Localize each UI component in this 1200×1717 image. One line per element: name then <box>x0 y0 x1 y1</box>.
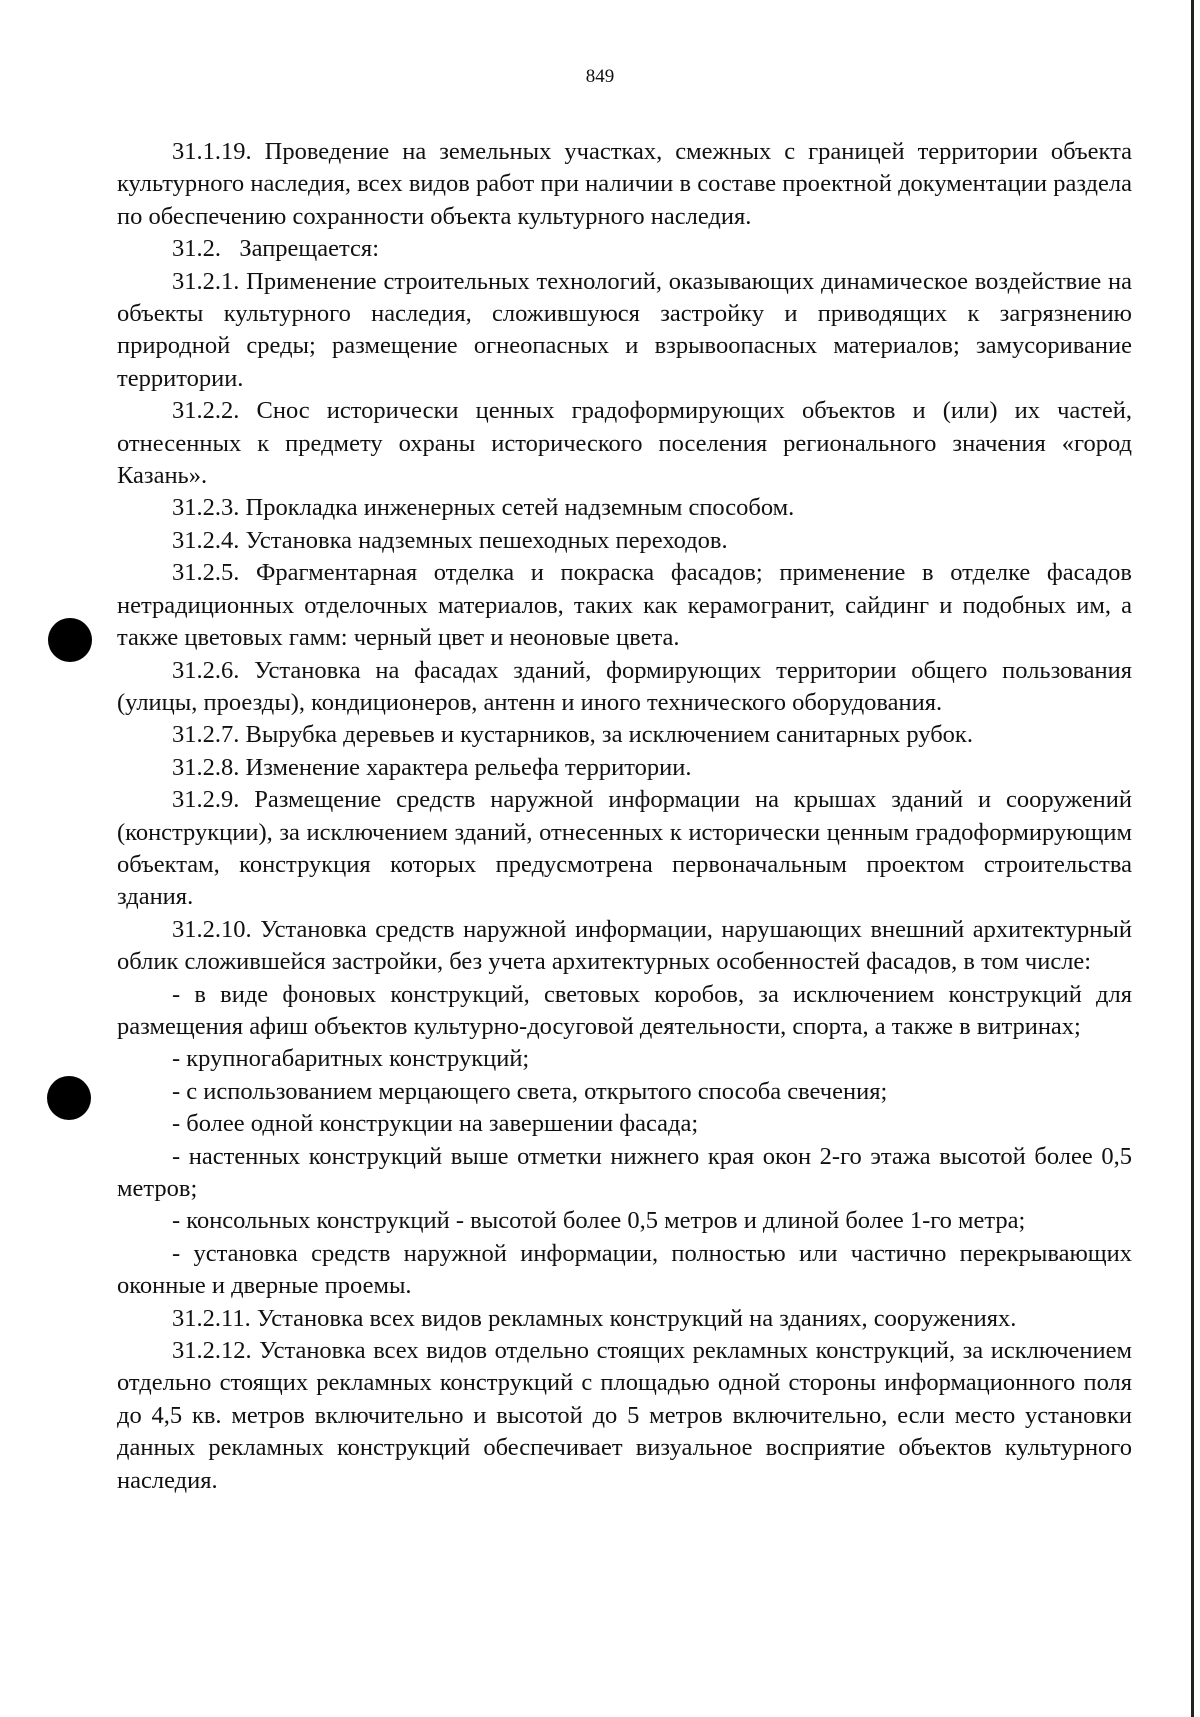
document-body <box>117 136 1132 1497</box>
page-number: 849 <box>585 66 615 87</box>
list-item-wall-constructions: - настенных конструкций выше отметки нижнего края окон 2-го этажа высотой более 0,5 метров; <box>117 1142 1132 1202</box>
paragraph-31-2-8: 31.2.8. Изменение характера рельефа территории. <box>172 753 692 781</box>
paragraph-31-2: 31.2. Запрещается: <box>172 235 380 263</box>
list-item-console-constructions: - консольных конструкций - высотой более 0,5 метров и длиной более 1-го метра; <box>172 1207 1026 1235</box>
paragraph-31-2-7: 31.2.7. Вырубка деревьев и кустарников, за исключением санитарных рубок. <box>172 721 973 749</box>
paragraph-31-2-12: 31.2.12. Установка всех видов отдельно стоящих рекламных конструкций, за исключением отдельно стоящих рекламных конструкций с площадью одной стороны информационного поля до 4,5 кв. метров включительно и высотой до 5 метров включительно, если место установки данных рекламных конструкций обеспечивает визуальное восприятие объектов культурного наследия. <box>117 1337 1132 1494</box>
list-item-large-constructions: - крупногабаритных конструкций; <box>172 1045 530 1073</box>
paragraph-31-2-2: 31.2.2. Снос исторически ценных градоформирующих объектов и (или) их частей, отнесенных к предмету охраны исторического поселения регионального значения «город Казань». <box>117 397 1132 490</box>
paragraph-31-1-19: 31.1.19. Проведение на земельных участках, смежных с границей территории объекта культурного наследия, всех видов работ при наличии в составе проектной документации раздела по обеспечению сохранности объекта культурного наследия. <box>117 138 1132 230</box>
paragraph-31-2-1: 31.2.1. Применение строительных технологий, оказывающих динамическое воздействие на объекты культурного наследия, сложившуюся застройку и приводящих к загрязнению природной среды; размещение огнеопасных и взрывоопасных материалов; замусоривание территории. <box>117 267 1132 392</box>
paragraph-31-2-4: 31.2.4. Установка надземных пешеходных переходов. <box>172 526 728 554</box>
scan-edge-line <box>1191 0 1194 1717</box>
punch-hole-mark <box>47 1076 91 1120</box>
punch-hole-mark <box>48 618 92 662</box>
list-item-flickering-light: - с использованием мерцающего света, открытого способа свечения; <box>172 1077 888 1105</box>
paragraph-31-2-5: 31.2.5. Фрагментарная отделка и покраска фасадов; применение в отделке фасадов нетрадиционных отделочных материалов, таких как керамогранит, сайдинг и подобных им, а также цветовых гамм: черный цвет и неоновые цвета. <box>117 559 1132 652</box>
paragraph-31-2-9: 31.2.9. Размещение средств наружной информации на крышах зданий и сооружений (конструкции), за исключением зданий, отнесенных к исторически ценным градоформирующим объектам, конструкция которых предусмотрена первоначальным проектом строительства здания. <box>117 786 1132 911</box>
paragraph-31-2-6: 31.2.6. Установка на фасадах зданий, формирующих территории общего пользования (улицы, проезды), кондиционеров, антенн и иного технического оборудования. <box>117 656 1132 716</box>
list-item-background-constructions: - в виде фоновых конструкций, световых коробов, за исключением конструкций для размещения афиш объектов культурно-досуговой деятельности, спорта, а также в витринах; <box>117 980 1132 1040</box>
paragraph-31-2-3: 31.2.3. Прокладка инженерных сетей надземным способом. <box>172 494 795 522</box>
list-item-more-than-one: - более одной конструкции на завершении фасада; <box>172 1110 699 1138</box>
paragraph-31-2-10: 31.2.10. Установка средств наружной информации, нарушающих внешний архитектурный облик сложившейся застройки, без учета архитектурных особенностей фасадов, в том числе: <box>117 915 1132 976</box>
paragraph-31-2-11: 31.2.11. Установка всех видов рекламных конструкций на зданиях, сооружениях. <box>172 1304 1017 1332</box>
list-item-window-overlap: - установка средств наружной информации, полностью или частично перекрывающих оконные и дверные проемы. <box>117 1239 1132 1300</box>
